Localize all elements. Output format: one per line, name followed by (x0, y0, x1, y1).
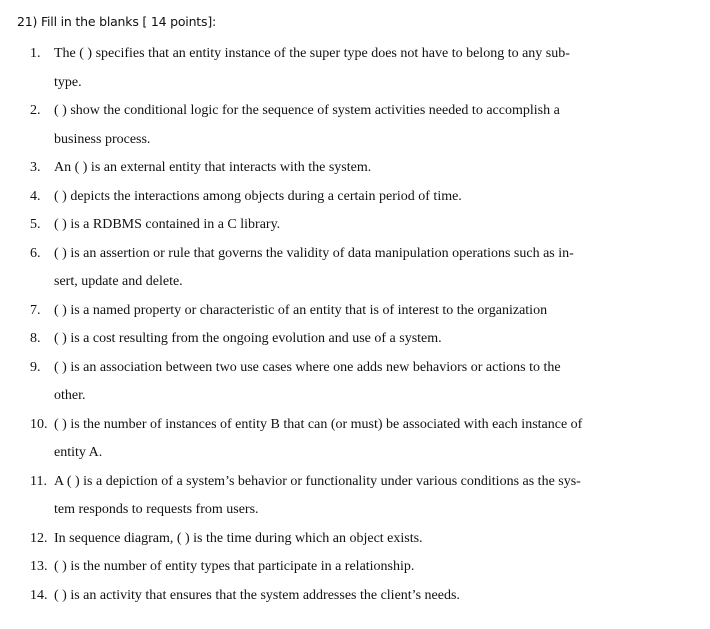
item-line: ( ) show the conditional logic for the sequence of system activities needed to accomplish a (54, 103, 560, 118)
list-item (0, 154, 710, 183)
list-item (0, 211, 710, 240)
item-text (54, 354, 694, 411)
item-line: type. (54, 74, 82, 90)
item-line: ( ) is a RDBMS contained in a C library. (54, 217, 281, 232)
item-text (54, 553, 694, 582)
list-item (0, 468, 710, 525)
item-text (54, 240, 694, 297)
list-item (0, 183, 710, 212)
item-line: In sequence diagram, ( ) is the time during which an object exists. (54, 530, 423, 546)
list-item (0, 553, 710, 582)
item-text (54, 297, 694, 326)
item-text (54, 211, 694, 240)
item-number: 8. (30, 331, 41, 346)
item-line: ( ) is an assertion or rule that governs the validity of data manipulation operations such as in- (54, 245, 574, 261)
item-number: 1. (30, 46, 41, 61)
item-number: 6. (30, 245, 41, 261)
item-line: The ( ) specifies that an entity instance of the super type does not have to belong to any sub- (54, 46, 570, 61)
item-number: 12. (30, 530, 48, 546)
item-number: 11. (30, 473, 47, 489)
item-line: ( ) is a cost resulting from the ongoing evolution and use of a system. (54, 331, 442, 346)
item-line: entity A. (54, 445, 103, 460)
list-item (0, 525, 710, 554)
item-line: ( ) is an activity that ensures that the system addresses the client’s needs. (54, 587, 460, 603)
list-item (0, 411, 710, 468)
item-line: sert, update and delete. (54, 274, 183, 289)
list-item (0, 240, 710, 297)
item-number: 9. (30, 359, 41, 375)
item-text (54, 97, 694, 154)
item-number: 3. (30, 160, 41, 175)
item-text (54, 183, 694, 212)
item-text (54, 525, 694, 554)
item-number: 14. (30, 587, 48, 603)
list-item (0, 582, 710, 611)
item-line: ( ) is the number of entity types that participate in a relationship. (54, 559, 415, 574)
item-number: 7. (30, 302, 41, 318)
item-number: 4. (30, 188, 41, 204)
blank-list (0, 40, 710, 610)
item-text (54, 582, 694, 611)
item-number: 5. (30, 217, 41, 232)
item-line: A ( ) is a depiction of a system’s behavior or functionality under various conditions as the sys- (54, 473, 581, 489)
item-line: An ( ) is an external entity that interacts with the system. (54, 160, 372, 175)
item-number: 13. (30, 559, 48, 574)
list-item (0, 40, 710, 97)
item-number: 10. (30, 416, 48, 432)
list-item (0, 297, 710, 326)
list-item (0, 97, 710, 154)
item-text (54, 411, 694, 468)
list-item (0, 354, 710, 411)
question-heading: 21) Fill in the blanks [ 14 points]: (17, 14, 217, 29)
item-line: ( ) depicts the interactions among objects during a certain period of time. (54, 188, 462, 204)
item-text (54, 325, 694, 354)
item-line: tem responds to requests from users. (54, 502, 259, 517)
item-line: ( ) is an association between two use cases where one adds new behaviors or actions to the (54, 359, 561, 375)
item-line: other. (54, 388, 86, 403)
item-text (54, 40, 694, 97)
list-item (0, 325, 710, 354)
item-line: ( ) is the number of instances of entity B that can (or must) be associated with each instance of (54, 416, 583, 432)
item-text (54, 154, 694, 183)
item-number: 2. (30, 103, 41, 118)
item-text (54, 468, 694, 525)
item-line: ( ) is a named property or characteristic of an entity that is of interest to the organization (54, 302, 548, 318)
item-line: business process. (54, 131, 151, 147)
